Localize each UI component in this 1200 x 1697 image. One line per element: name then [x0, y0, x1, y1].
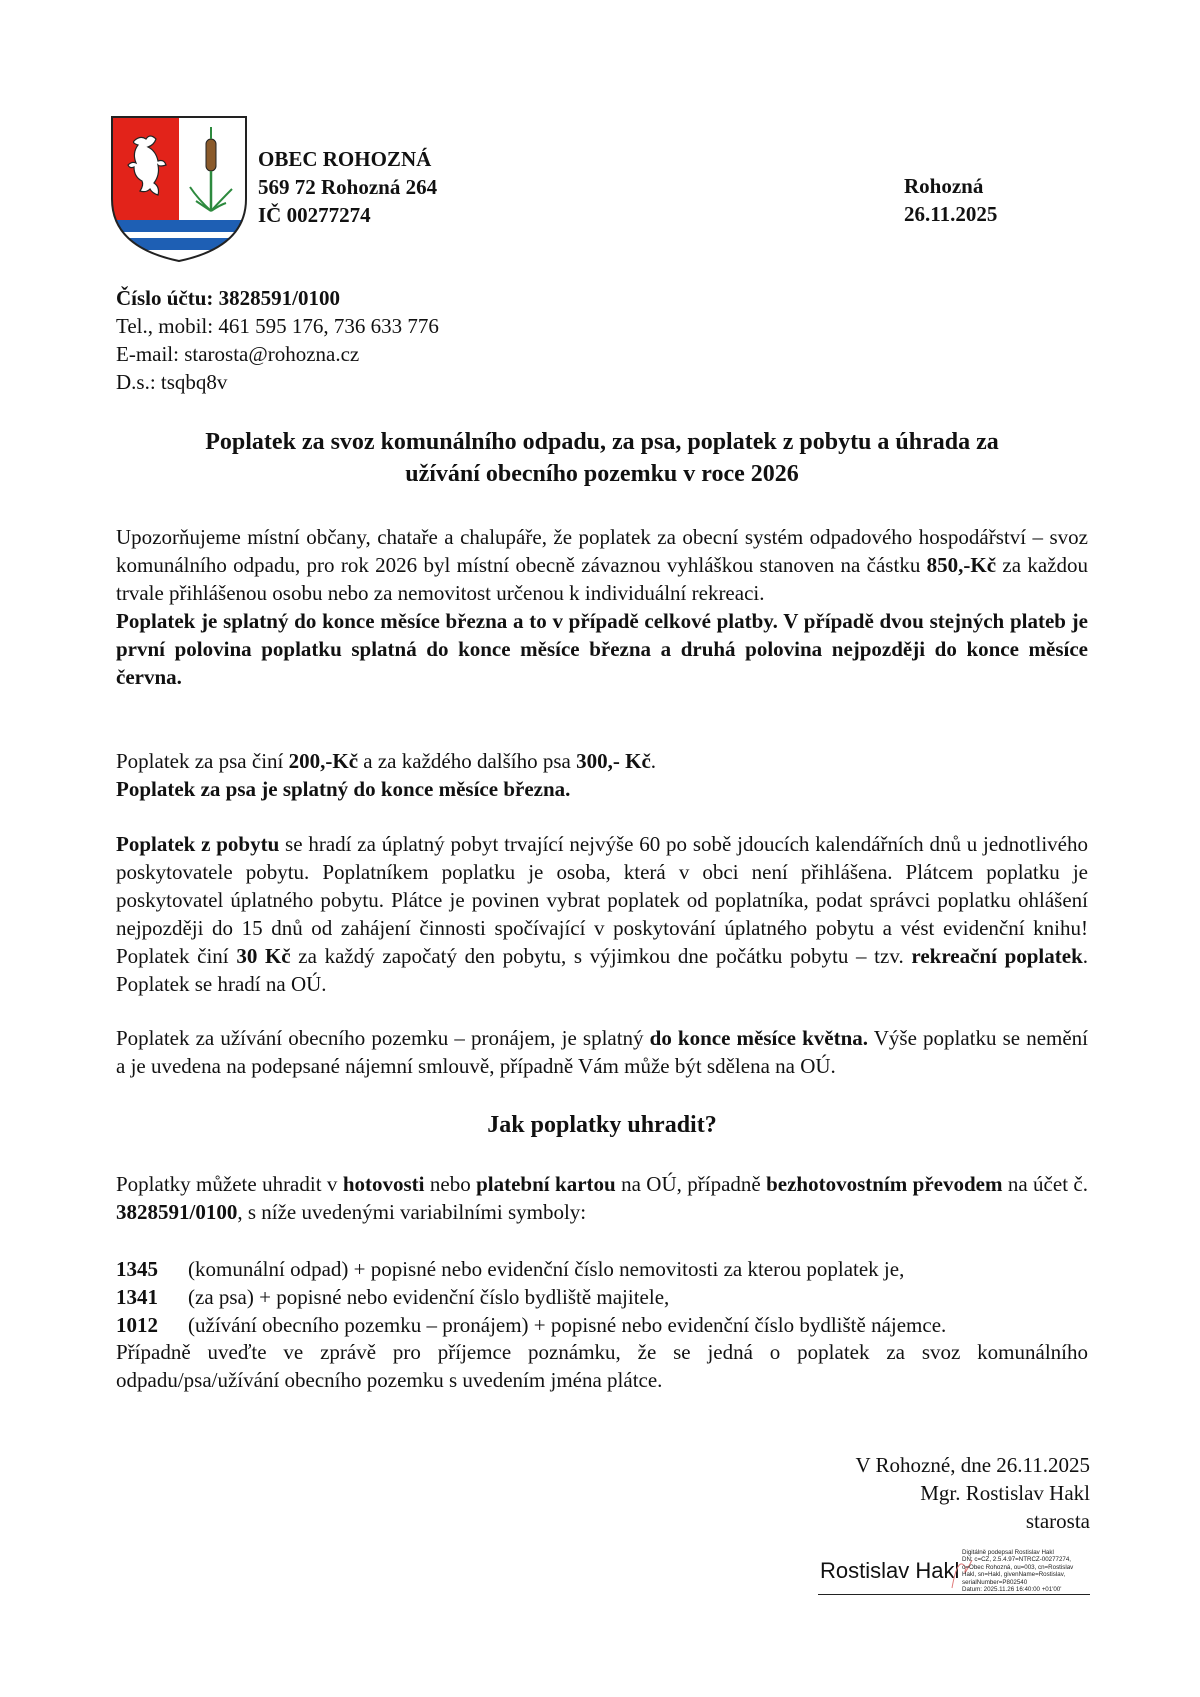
coat-of-arms-logo	[110, 115, 248, 263]
payment-heading: Jak poplatky uhradit?	[487, 1112, 717, 1138]
municipality-header	[258, 145, 437, 229]
payment-paragraph: Poplatky můžete uhradit v hotovosti nebo platební kartou na OÚ, případně bezhotovostním převodem na účet č. 3828591/0100, s níže uvedenými variabilními symboly:	[116, 1172, 1088, 1224]
signer-name: Mgr. Rostislav Hakl	[920, 1481, 1090, 1505]
variable-symbols-list	[116, 1255, 946, 1339]
contact-block	[116, 284, 439, 396]
municipality-name: OBEC ROHOZNÁ	[258, 147, 432, 171]
data-box-id: D.s.: tsqbq8v	[116, 370, 228, 394]
digital-signature-details: Digitálně podepsal Rostislav Hakl DN: c=CZ, 2.5.4.97=NTRCZ-00277274, o=Obec Rohozná, ou=003, cn=Rostislav Hakl, sn=Hakl, givenName=Rostislav, serialNumber=P802540 Datum: 2025.11.26 16:40:00 +01'00'	[962, 1549, 1074, 1594]
signature-line	[818, 1594, 1090, 1595]
dog-fee-paragraph: Poplatek za psa činí 200,-Kč a za každého dalšího psa 300,- Kč. Poplatek za psa je splatný do konce měsíce března.	[116, 747, 1088, 803]
document-title: Poplatek za svoz komunálního odpadu, za psa, poplatek z pobytu a úhrada za užívání obecního pozemku v roce 2026	[205, 429, 999, 487]
waste-fee-due: Poplatek je splatný do konce měsíce března a to v případě celkové platby. V případě dvou stejných plateb je první polovina poplatku splatná do konce měsíce března a druhá polovina nejpozději do konce měsíce června.	[116, 609, 1088, 689]
list-item: 1341 (za psa) + popisné nebo evidenční číslo bydliště majitele,	[116, 1285, 670, 1309]
sign-place-date: V Rohozné, dne 26.11.2025	[855, 1453, 1090, 1477]
municipality-address: 569 72 Rohozná 264	[258, 175, 438, 199]
dog-fee-due: Poplatek za psa je splatný do konce měsíce března.	[116, 777, 571, 801]
stay-fee-paragraph: Poplatek z pobytu se hradí za úplatný pobyt trvající nejvýše 60 po sobě jdoucích kalendářních dnů u jednotlivého poskytovatele pobytu. Poplatníkem poplatku je osoba, která v obci není přihlášena. Plátcem poplatku je poskytovatel úplatného pobytu. Plátce je povinen vybrat poplatek od poplatníka, podat správci poplatku ohlášení nejpozději do 15 dnů od zahájení činnosti spočívající v poskytování úplatného pobytu a vést evidenční knihu! Poplatek činí 30 Kč za každý započatý den pobytu, s výjimkou dne počátku pobytu – tzv. rekreační poplatek. Poplatek se hradí na OÚ.	[116, 832, 1089, 996]
municipality-ic: IČ 00277274	[258, 203, 371, 227]
header-date: 26.11.2025	[904, 202, 998, 226]
digital-signer-name: Rostislav Hakl	[820, 1558, 960, 1583]
place-date	[904, 172, 997, 228]
header-place: Rohozná	[904, 174, 984, 198]
waste-fee-paragraph: Upozorňujeme místní občany, chataře a chalupáře, že poplatek za obecní systém odpadového hospodářství – svoz komunálního odpadu, pro rok 2026 byl místní obecně závaznou vyhláškou stanoven na částku 850,-Kč za každou trvale přihlášenou osobu nebo za nemovitost určenou k individuální rekreaci. Poplatek je splatný do konce měsíce března a to v případě celkové platby. V případě dvou stejných plateb je první polovina poplatku splatná do konce měsíce března a druhá polovina nejpozději do konce měsíce června.	[116, 525, 1088, 689]
account-number: Číslo účtu: 3828591/0100	[116, 286, 341, 310]
signer-role: starosta	[1025, 1509, 1090, 1533]
phone: Tel., mobil: 461 595 176, 736 633 776	[116, 314, 439, 338]
land-fee-paragraph: Poplatek za užívání obecního pozemku – pronájem, je splatný do konce měsíce května. Výše poplatku se nemění a je uvedena na podepsané nájemní smlouvě, případně Vám může být sdělena na OÚ.	[116, 1026, 1088, 1078]
list-item: 1345 (komunální odpad) + popisné nebo evidenční číslo nemovitosti za kterou poplatek je,	[116, 1257, 905, 1281]
email: E-mail: starosta@rohozna.cz	[116, 342, 360, 366]
list-item: 1012 (užívání obecního pozemku – pronájem) + popisné nebo evidenční číslo bydliště nájemce.	[116, 1313, 947, 1337]
note-paragraph: Případně uveďte ve zprávě pro příjemce poznámku, že se jedná o poplatek za svoz komunálního odpadu/psa/užívání obecního pozemku s uvedením jména plátce.	[116, 1340, 1088, 1392]
signature-block	[856, 1451, 1090, 1535]
digital-signature	[820, 1548, 1095, 1592]
